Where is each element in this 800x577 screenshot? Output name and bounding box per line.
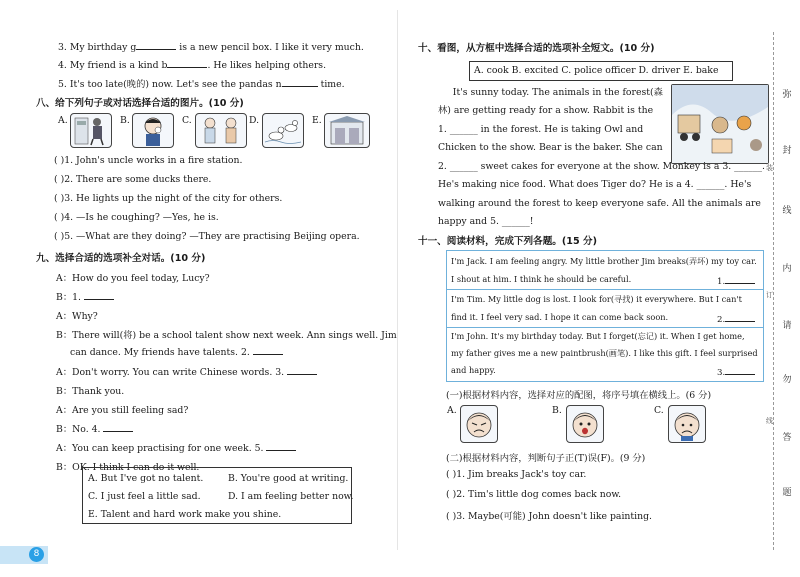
- sidebar-char: 勿: [782, 375, 792, 385]
- picture-fire-fighter: [70, 113, 112, 148]
- sec8-item-2: ( )2. There are some ducks there.: [54, 174, 212, 185]
- tf-item-1: ( )1. Jim breaks Jack's toy car.: [446, 469, 587, 480]
- answer-blank[interactable]: [136, 40, 176, 50]
- dialog-line: B：There will(将) be a school talent show next week. Ann sings well. Jim: [56, 330, 397, 341]
- answer-blank[interactable]: [103, 422, 133, 432]
- picture-label-d: D.: [249, 115, 260, 126]
- face-angry-picture: [460, 405, 498, 443]
- picture-label-e: E.: [312, 115, 322, 126]
- page-number-badge: 8: [29, 547, 44, 562]
- answer-blank[interactable]: [84, 290, 114, 300]
- sidebar-small-char: 订: [766, 291, 773, 299]
- word-options: A. cook B. excited C. police officer D. driver E. bake: [474, 65, 719, 76]
- face-label-a: A.: [447, 405, 457, 416]
- dialog-line: B：No. 4.: [56, 421, 133, 435]
- wordfill-4: 4. My friend is a kind b . He likes helping others.: [58, 60, 327, 71]
- wordfill-3: 3. My birthday g is a new pencil box. I like it very much.: [58, 42, 364, 53]
- answer-blank[interactable]: [287, 365, 317, 375]
- picture-label-c: C.: [182, 115, 192, 126]
- option-d: D. I am feeling better now.: [228, 491, 354, 502]
- answer-blank[interactable]: [282, 77, 318, 87]
- forest-animals-picture: [671, 84, 769, 164]
- passage-line: my father gives me a new paintbrush(画笔). I like this gift. I feel surprised: [451, 348, 758, 358]
- passage-line: 1. ______ in the forest. He is taking Owl and: [438, 124, 644, 135]
- option-c: C. I just feel a little sad.: [88, 491, 201, 502]
- passage-line: It's sunny today. The animals in the forest(森: [438, 87, 663, 98]
- answer-blank[interactable]: [725, 312, 755, 322]
- answer-number: 3.: [717, 365, 755, 378]
- sidebar-char: 内: [782, 264, 792, 274]
- passage-john: [447, 327, 763, 381]
- picture-coughing-boy: [132, 113, 174, 148]
- passage-line: walking around the forest to keep everyone safe. All the animals are: [438, 198, 761, 209]
- answer-blank[interactable]: [167, 58, 207, 68]
- dialog-line: B：OK. I think I can do it well.: [56, 462, 200, 473]
- face-surprised-picture: [566, 405, 604, 443]
- dialog-line: B：1.: [56, 289, 114, 303]
- section-8-title: 八、给下列句子或对话选择合适的图片。(10 分): [36, 98, 244, 109]
- reading-box: [446, 250, 764, 382]
- answer-blank[interactable]: [725, 274, 755, 284]
- section-11-title: 十一、阅读材料，完成下列各题。(15 分): [418, 236, 597, 247]
- sidebar-small-char: 装: [766, 164, 773, 172]
- sidebar-char: 弥: [782, 90, 792, 100]
- dialog-line: can dance. My friends have talents. 2.: [70, 345, 283, 358]
- section-9-title: 九、选择合适的选项补全对话。(10 分): [36, 253, 206, 264]
- face-sad-picture: [668, 405, 706, 443]
- answer-blank[interactable]: [266, 441, 296, 451]
- picture-label-a: A.: [58, 115, 68, 126]
- wordfill-5: 5. It's too late(晚的) now. Let's see the pandas n time.: [58, 79, 345, 90]
- sidebar-char: 题: [782, 488, 792, 498]
- sec8-item-4: ( )4. —Is he coughing? —Yes, he is.: [54, 212, 219, 223]
- dialog-line: A：Don't worry. You can write Chinese words. 3.: [56, 364, 317, 378]
- passage-tim: [447, 289, 763, 328]
- passage-line: I'm Jack. I am feeling angry. My little brother Jim breaks(弄坏) my toy car.: [451, 256, 757, 266]
- binding-line: [773, 32, 774, 550]
- tf-item-2: ( )2. Tim's little dog comes back now.: [446, 489, 622, 500]
- dialog-line: A：Are you still feeling sad?: [56, 405, 189, 416]
- sidebar-char: 线: [782, 206, 792, 216]
- face-label-c: C.: [654, 405, 664, 416]
- picture-fire-station: [324, 113, 370, 148]
- sidebar-char: 封: [782, 146, 792, 156]
- face-label-b: B.: [552, 405, 562, 416]
- answer-number: 2.: [717, 312, 755, 325]
- tf-item-3: ( )3. Maybe(可能) John doesn't like painting.: [446, 511, 653, 522]
- dialog-line: B：Thank you.: [56, 386, 125, 397]
- answer-blank[interactable]: [725, 365, 755, 375]
- answer-blank[interactable]: [253, 345, 283, 355]
- passage-line: 2. ______ sweet cakes for everyone at the show. Monkey is a 3. ______.: [438, 161, 765, 172]
- answer-number: 1.: [717, 274, 755, 287]
- picture-beijing-opera: [195, 113, 247, 148]
- dialog-line: A：Why?: [56, 311, 98, 322]
- passage-line: happy and 5. ______!: [438, 216, 534, 227]
- passage-line: I'm Tim. My little dog is lost. I look for(寻找) it everywhere. But I can't: [451, 294, 742, 304]
- sidebar-char: 答: [782, 433, 792, 443]
- passage-line: and happy.: [451, 365, 496, 375]
- option-e: E. Talent and hard work make you shine.: [88, 509, 282, 520]
- sub-question-1: (一)根据材料内容，选择对应的配图，将序号填在横线上。(6 分): [446, 390, 712, 401]
- picture-ducks: [262, 113, 304, 148]
- dialog-line: A：How do you feel today, Lucy?: [56, 273, 210, 284]
- sec8-item-3: ( )3. He lights up the night of the city for others.: [54, 193, 283, 204]
- section-10-title: 十、看图，从方框中选择合适的选项补全短文。(10 分): [418, 43, 655, 54]
- sec8-item-1: ( )1. John's uncle works in a fire station.: [54, 155, 243, 166]
- passage-line: Chicken to the show. Bear is the baker. She can: [438, 142, 663, 153]
- passage-jack: [447, 251, 763, 290]
- sec8-item-5: ( )5. —What are they doing? —They are practising Beijing opera.: [54, 231, 360, 242]
- page-divider: [397, 10, 398, 550]
- word-options-box: [469, 61, 733, 81]
- picture-label-b: B.: [120, 115, 130, 126]
- option-b: B. You're good at writing.: [228, 473, 349, 484]
- passage-line: He's making nice food. What does Tiger do? He is a 4. ______. He's: [438, 179, 752, 190]
- options-box: [82, 467, 352, 524]
- sidebar-small-char: 线: [766, 417, 773, 425]
- passage-line: I shout at him. I think he should be careful.: [451, 274, 632, 284]
- sidebar-char: 请: [782, 321, 792, 331]
- passage-line: I'm John. It's my birthday today. But I forget(忘记) it. When I get home,: [451, 331, 745, 341]
- passage-line: 林) are getting ready for a show. Rabbit is the: [438, 105, 654, 116]
- passage-line: find it. I feel very sad. I hope it can come back soon.: [451, 312, 669, 322]
- sub-question-2: (二)根据材料内容，判断句子正(T)误(F)。(9 分): [446, 453, 646, 464]
- dialog-line: A：You can keep practising for one week. 5.: [56, 440, 296, 454]
- option-a: A. But I've got no talent.: [88, 473, 204, 484]
